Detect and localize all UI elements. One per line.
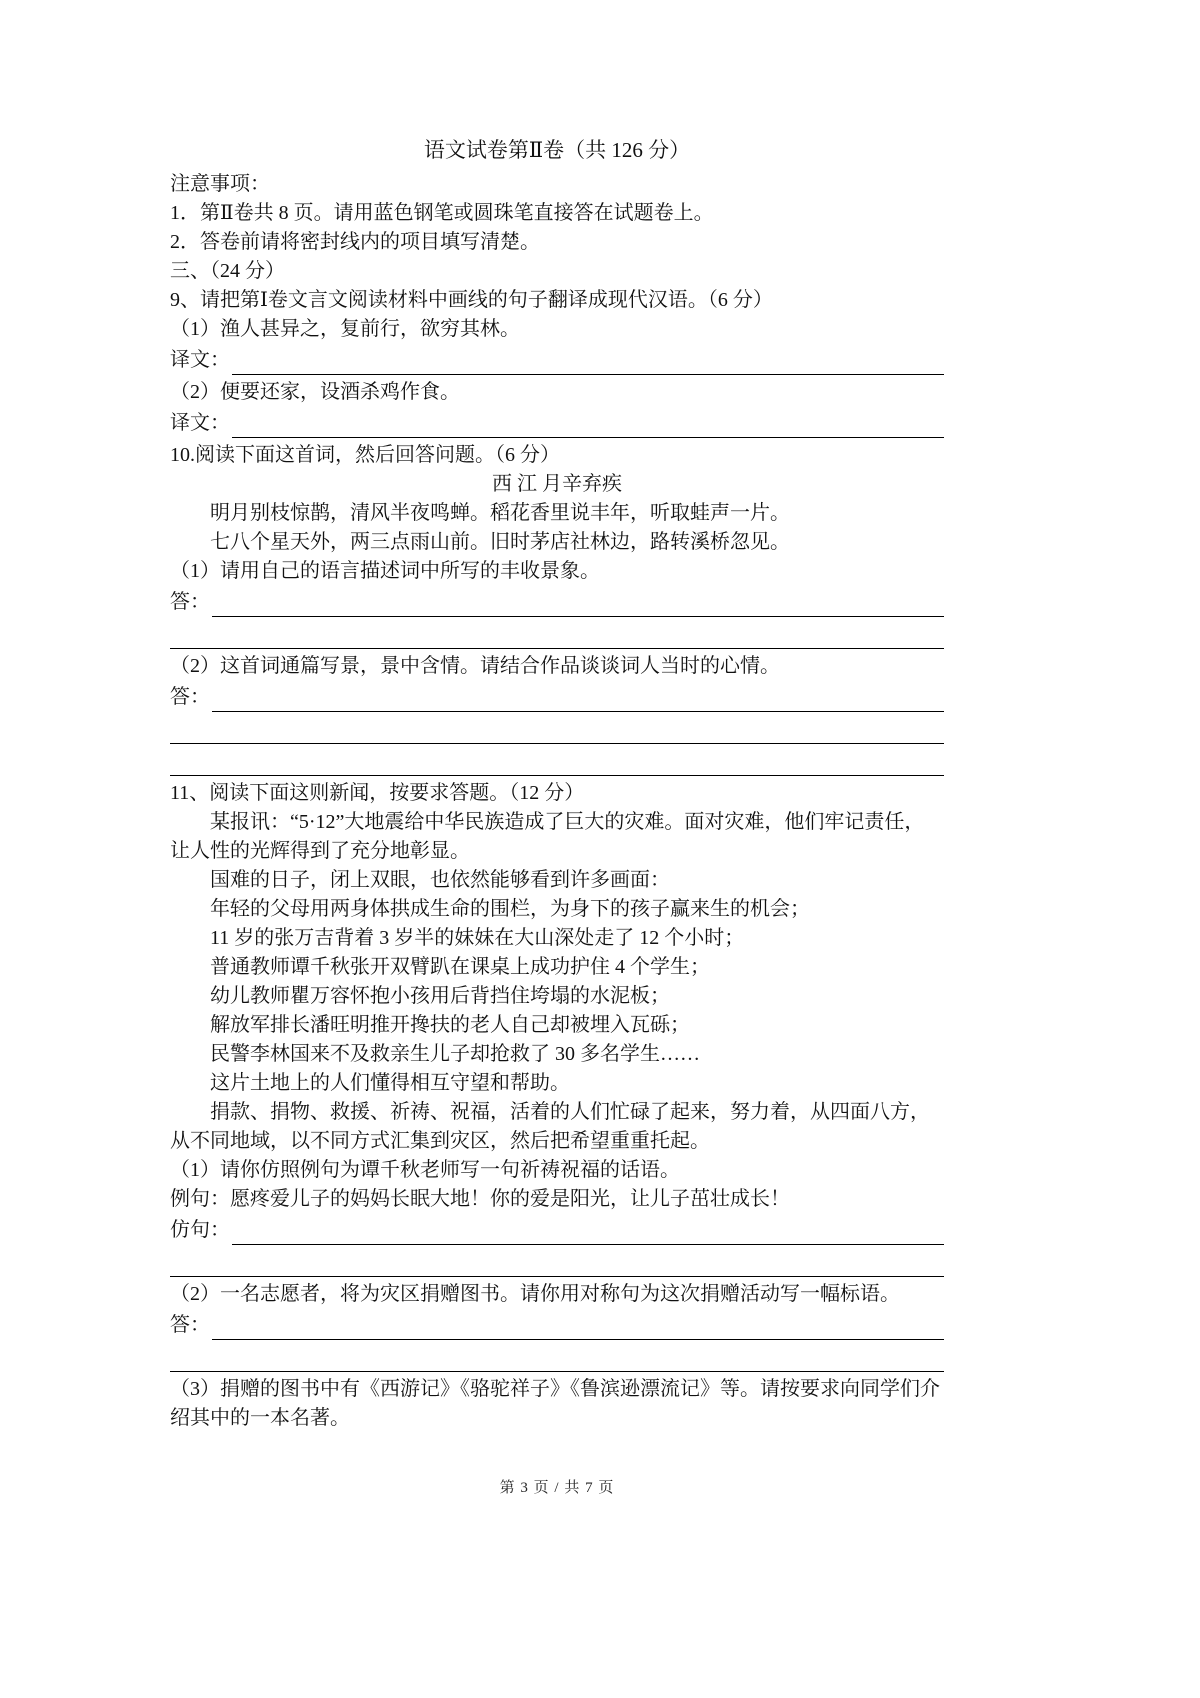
poem-line-1: 明月别枝惊鹊，清风半夜鸣蝉。稻花香里说丰年，听取蛙声一片。 [210,502,790,524]
q9-sentence-2: （2）便要还家，设酒杀鸡作食。 [170,381,460,403]
answer-label: 答： [170,591,210,613]
answer-label: 答： [170,686,210,708]
q11-example: 例句：愿疼爱儿子的妈妈长眠大地！你的爱是阳光，让儿子茁壮成长！ [170,1188,790,1210]
answer-blank [170,1343,944,1372]
news-line: 这片土地上的人们懂得相互守望和帮助。 [210,1072,570,1094]
notice-heading: 注意事项： [170,173,270,195]
section-heading: 三、（24 分） [170,260,285,282]
q11-part-2: （2）一名志愿者，将为灾区捐赠图书。请你用对称句为这次捐赠活动写一幅标语。 [170,1283,900,1305]
answer-blank [170,1248,944,1277]
answer-blank [212,1316,944,1340]
poem-line-2: 七八个星天外，两三点雨山前。旧时茅店社林边，路转溪桥忽见。 [210,531,790,553]
answer-blank [170,715,944,744]
q11-imitation-row [170,1216,944,1245]
q9-sentence-1: （1）渔人甚异之，复前行，欲穷其林。 [170,318,520,340]
q9-stem: 9、请把第Ⅰ卷文言文阅读材料中画线的句子翻译成现代汉语。（6 分） [170,289,773,311]
translation-label: 译文： [170,349,230,371]
answer-blank [170,747,944,776]
q9-translation-row-1 [170,346,944,375]
news-line: 幼儿教师瞿万容怀抱小孩用后背挡住垮塌的水泥板； [210,985,670,1007]
news-line: 解放军排长潘旺明推开搀扶的老人自己却被埋入瓦砾； [210,1014,690,1036]
news-line: 捐款、捐物、救援、祈祷、祝福，活着的人们忙碌了起来，努力着，从四面八方，从不同地域，以不同方式汇集到灾区，然后把希望重重托起。 [170,1101,930,1152]
q10-answer-row-1 [170,588,944,617]
q10-answer-row-2 [170,683,944,712]
news-line: 11 岁的张万吉背着 3 岁半的妹妹在大山深处走了 12 个小时； [210,927,745,949]
q9-translation-row-2 [170,409,944,438]
answer-blank [232,351,944,375]
q11-part-3: （3）捐赠的图书中有《西游记》《骆驼祥子》《鲁滨逊漂流记》等。请按要求向同学们介绍其中的一本名著。 [170,1378,940,1429]
news-line: 国难的日子，闭上双眼，也依然能够看到许多画面： [210,869,670,891]
answer-blank [232,1221,944,1245]
q10-part-2: （2）这首词通篇写景，景中含情。请结合作品谈谈词人当时的心情。 [170,655,780,677]
exam-content [170,134,944,1433]
q11-answer-row-2 [170,1311,944,1340]
answer-blank [232,414,944,438]
imitation-label: 仿句： [170,1219,230,1241]
notice-item-1: 1．第Ⅱ卷共 8 页。请用蓝色钢笔或圆珠笔直接答在试题卷上。 [170,202,714,224]
q11-part-1: （1）请你仿照例句为谭千秋老师写一句祈祷祝福的话语。 [170,1159,680,1181]
translation-label: 译文： [170,412,230,434]
page-footer: 第 3 页 / 共 7 页 [499,1480,615,1496]
news-line: 年轻的父母用两身体拱成生命的围栏，为身下的孩子赢来生的机会； [210,898,810,920]
answer-blank [170,620,944,649]
news-line: 普通教师谭千秋张开双臂趴在课桌上成功护住 4 个学生； [210,956,710,978]
page-title: 语文试卷第Ⅱ卷（共 126 分） [423,138,691,162]
q11-stem: 11、阅读下面这则新闻，按要求答题。（12 分） [170,782,585,804]
answer-blank [212,688,944,712]
answer-label: 答： [170,1314,210,1336]
news-line: 民警李林国来不及救亲生儿子却抢救了 30 多名学生…… [210,1043,700,1065]
q10-stem: 10.阅读下面这首词，然后回答问题。（6 分） [170,444,560,466]
notice-item-2: 2．答卷前请将密封线内的项目填写清楚。 [170,231,540,253]
news-line: 某报讯：“5·12”大地震给中华民族造成了巨大的灾难。面对灾难，他们牢记责任，让人性的光辉得到了充分地彰显。 [170,811,925,862]
answer-blank [212,593,944,617]
q10-part-1: （1）请用自己的语言描述词中所写的丰收景象。 [170,560,600,582]
poem-title: 西 江 月辛弃疾 [492,473,622,495]
